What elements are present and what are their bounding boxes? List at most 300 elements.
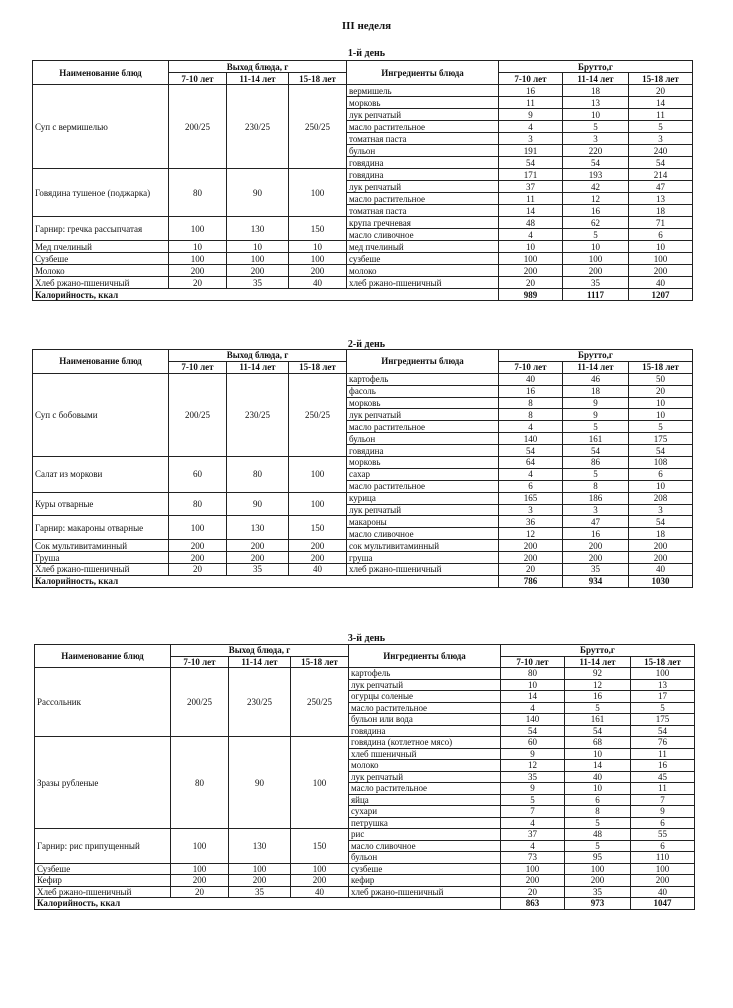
dish-yield: 90 — [227, 169, 289, 217]
ingredient-name: лук репчатый — [349, 679, 501, 691]
dish-name: Молоко — [33, 265, 169, 277]
table-row — [33, 265, 693, 277]
ingredient-brutto: 7 — [501, 806, 565, 818]
dish-yield: 100 — [289, 457, 347, 493]
table-row — [33, 564, 693, 576]
ingredient-name: лук репчатый — [347, 181, 499, 193]
dish-yield: 40 — [289, 564, 347, 576]
ingredient-brutto: 10 — [563, 241, 629, 253]
ingredient-brutto: 16 — [565, 691, 631, 703]
ingredient-brutto: 40 — [631, 886, 695, 898]
dish-yield: 200/25 — [169, 373, 227, 456]
ingredient-brutto: 161 — [565, 714, 631, 726]
ingredient-brutto: 200 — [629, 552, 693, 564]
ingredient-brutto: 110 — [631, 852, 695, 864]
ingredient-brutto: 100 — [565, 863, 631, 875]
ingredient-brutto: 10 — [629, 480, 693, 492]
day-title: 3-й день — [347, 633, 386, 644]
ingredient-brutto: 10 — [563, 109, 629, 121]
ingredient-brutto: 200 — [499, 540, 563, 552]
ingredient-brutto: 10 — [629, 397, 693, 409]
ingredient-name: томатная паста — [347, 133, 499, 145]
ingredient-brutto: 100 — [501, 863, 565, 875]
dish-yield: 80 — [169, 169, 227, 217]
ingredient-name: сок мультивитаминный — [347, 540, 499, 552]
dish-yield: 100 — [169, 217, 227, 241]
ingredient-brutto: 95 — [565, 852, 631, 864]
ingredient-brutto: 9 — [631, 806, 695, 818]
dish-yield: 100 — [291, 737, 349, 829]
dish-yield: 200 — [227, 540, 289, 552]
dish-yield: 100 — [291, 863, 349, 875]
ingredient-name: крупа гречневая — [347, 217, 499, 229]
ingredient-name: мед пчелиный — [347, 241, 499, 253]
dish-yield: 230/25 — [227, 85, 289, 169]
table-row — [33, 552, 693, 564]
ingredient-brutto: 50 — [629, 373, 693, 385]
dish-yield: 200 — [289, 540, 347, 552]
ingredient-name: бульон — [349, 852, 501, 864]
ingredient-brutto: 200 — [499, 265, 563, 277]
dish-yield: 200 — [169, 552, 227, 564]
ingredient-brutto: 54 — [563, 157, 629, 169]
ingredient-brutto: 200 — [563, 265, 629, 277]
dish-yield: 35 — [227, 277, 289, 289]
ingredient-brutto: 175 — [631, 714, 695, 726]
dish-name: Говядина тушеное (поджарка) — [33, 169, 169, 217]
ingredient-brutto: 6 — [499, 480, 563, 492]
ingredient-name: молоко — [347, 265, 499, 277]
dish-yield: 200 — [291, 875, 349, 887]
menu-table-day-3 — [34, 644, 695, 910]
ingredient-brutto: 20 — [499, 564, 563, 576]
table-row — [33, 492, 693, 504]
table-row — [33, 457, 693, 469]
ingredient-brutto: 13 — [629, 193, 693, 205]
ingredient-brutto: 37 — [499, 181, 563, 193]
table-row — [35, 886, 695, 898]
ingredient-brutto: 13 — [631, 679, 695, 691]
ingredient-name: масло растительное — [347, 121, 499, 133]
ingredient-brutto: 11 — [629, 109, 693, 121]
table-row — [35, 829, 695, 841]
calorie-row — [33, 575, 693, 587]
age-group-header: 7-10 лет — [169, 73, 227, 85]
ingredient-brutto: 6 — [631, 840, 695, 852]
ingredient-brutto: 14 — [629, 97, 693, 109]
ingredient-name: масло растительное — [349, 783, 501, 795]
ingredient-brutto: 9 — [501, 748, 565, 760]
ingredient-brutto: 35 — [563, 277, 629, 289]
ingredient-brutto: 10 — [565, 783, 631, 795]
dish-yield: 150 — [289, 217, 347, 241]
ingredient-name: говядина — [349, 725, 501, 737]
ingredient-brutto: 161 — [563, 433, 629, 445]
ingredient-brutto: 54 — [499, 445, 563, 457]
ingredient-name: курица — [347, 492, 499, 504]
dish-yield: 80 — [171, 737, 229, 829]
table-row — [35, 875, 695, 887]
calorie-value: 973 — [565, 898, 631, 910]
ingredient-name: лук репчатый — [347, 409, 499, 421]
age-group-header: 15-18 лет — [291, 656, 349, 668]
ingredient-name: говядина — [347, 169, 499, 181]
header-row — [35, 645, 695, 657]
dish-yield: 150 — [289, 516, 347, 540]
ingredient-brutto: 6 — [631, 817, 695, 829]
dish-yield: 20 — [169, 564, 227, 576]
dish-yield: 60 — [169, 457, 227, 493]
dish-yield: 100 — [227, 253, 289, 265]
ingredient-brutto: 140 — [499, 433, 563, 445]
ingredient-brutto: 11 — [631, 748, 695, 760]
ingredient-brutto: 220 — [563, 145, 629, 157]
ingredient-name: картофель — [347, 373, 499, 385]
ingredient-brutto: 3 — [499, 133, 563, 145]
dish-name: Рассольник — [35, 668, 171, 737]
ingredients-header: Ингредиенты блюда — [347, 350, 499, 374]
ingredient-brutto: 200 — [563, 552, 629, 564]
ingredient-brutto: 80 — [501, 668, 565, 680]
ingredient-brutto: 92 — [565, 668, 631, 680]
ingredient-brutto: 5 — [565, 840, 631, 852]
ingredient-brutto: 4 — [499, 468, 563, 480]
yield-header: Выход блюда, г — [169, 350, 347, 362]
dish-name: Гарнир: макароны отварные — [33, 516, 169, 540]
ingredient-brutto: 8 — [499, 397, 563, 409]
ingredient-brutto: 100 — [631, 668, 695, 680]
ingredient-brutto: 40 — [499, 373, 563, 385]
ingredient-brutto: 76 — [631, 737, 695, 749]
dish-yield: 80 — [169, 492, 227, 516]
ingredient-name: говядина — [347, 445, 499, 457]
ingredient-brutto: 3 — [563, 504, 629, 516]
calorie-value: 989 — [499, 289, 563, 301]
header-row — [33, 61, 693, 73]
ingredient-brutto: 86 — [563, 457, 629, 469]
ingredient-brutto: 3 — [499, 504, 563, 516]
dish-yield: 100 — [169, 253, 227, 265]
ingredient-brutto: 100 — [629, 253, 693, 265]
calorie-value: 1117 — [563, 289, 629, 301]
ingredient-name: масло сливочное — [347, 528, 499, 540]
ingredient-brutto: 54 — [629, 516, 693, 528]
ingredient-name: хлеб ржано-пшеничный — [349, 886, 501, 898]
table-row — [33, 516, 693, 528]
ingredient-brutto: 5 — [563, 121, 629, 133]
ingredient-name: хлеб пшеничный — [349, 748, 501, 760]
ingredient-name: масло растительное — [349, 702, 501, 714]
ingredient-brutto: 18 — [563, 85, 629, 97]
ingredient-brutto: 200 — [563, 540, 629, 552]
ingredient-brutto: 35 — [563, 564, 629, 576]
dish-yield: 230/25 — [227, 373, 289, 456]
dish-yield: 100 — [171, 863, 229, 875]
ingredient-brutto: 48 — [565, 829, 631, 841]
ingredient-name: лук репчатый — [347, 109, 499, 121]
age-group-header: 15-18 лет — [289, 73, 347, 85]
ingredient-brutto: 18 — [629, 205, 693, 217]
dish-yield: 100 — [289, 492, 347, 516]
ingredient-brutto: 54 — [629, 445, 693, 457]
ingredient-brutto: 11 — [631, 783, 695, 795]
ingredient-brutto: 10 — [501, 679, 565, 691]
ingredient-brutto: 3 — [629, 504, 693, 516]
ingredient-brutto: 68 — [565, 737, 631, 749]
dish-yield: 10 — [289, 241, 347, 253]
ingredient-name: кефир — [349, 875, 501, 887]
dish-yield: 35 — [229, 886, 291, 898]
table-row — [35, 668, 695, 680]
dish-yield: 200 — [229, 875, 291, 887]
ingredient-brutto: 12 — [499, 528, 563, 540]
dish-yield: 200/25 — [171, 668, 229, 737]
dish-yield: 150 — [291, 829, 349, 864]
ingredient-brutto: 6 — [629, 468, 693, 480]
ingredient-brutto: 18 — [629, 528, 693, 540]
dish-yield: 100 — [169, 516, 227, 540]
dish-yield: 200/25 — [169, 85, 227, 169]
table-row — [33, 540, 693, 552]
ingredient-brutto: 47 — [563, 516, 629, 528]
ingredient-brutto: 64 — [499, 457, 563, 469]
ingredient-name: лук репчатый — [349, 771, 501, 783]
ingredient-name: сузбеше — [349, 863, 501, 875]
ingredient-brutto: 9 — [501, 783, 565, 795]
dish-name: Гарнир: рис припущенный — [35, 829, 171, 864]
ingredient-brutto: 175 — [629, 433, 693, 445]
dish-name: Груша — [33, 552, 169, 564]
ingredient-brutto: 5 — [563, 421, 629, 433]
age-group-header: 7-10 лет — [499, 73, 563, 85]
dish-yield: 100 — [229, 863, 291, 875]
dish-name: Сузбеше — [33, 253, 169, 265]
ingredient-brutto: 9 — [563, 409, 629, 421]
ingredient-brutto: 54 — [631, 725, 695, 737]
ingredient-brutto: 108 — [629, 457, 693, 469]
ingredient-name: груша — [347, 552, 499, 564]
age-group-header: 11-14 лет — [227, 73, 289, 85]
ingredient-brutto: 5 — [631, 702, 695, 714]
ingredient-name: морковь — [347, 97, 499, 109]
brutto-header: Брутто,г — [499, 61, 693, 73]
ingredient-brutto: 16 — [563, 528, 629, 540]
ingredient-brutto: 8 — [499, 409, 563, 421]
ingredient-brutto: 55 — [631, 829, 695, 841]
ingredient-brutto: 140 — [501, 714, 565, 726]
ingredient-brutto: 11 — [499, 97, 563, 109]
ingredient-brutto: 54 — [565, 725, 631, 737]
ingredient-brutto: 20 — [629, 85, 693, 97]
ingredient-name: яйца — [349, 794, 501, 806]
dish-yield: 90 — [229, 737, 291, 829]
ingredient-brutto: 9 — [563, 397, 629, 409]
ingredient-brutto: 4 — [501, 817, 565, 829]
calorie-label: Калорийность, ккал — [33, 289, 499, 301]
ingredient-brutto: 5 — [565, 817, 631, 829]
header-row — [33, 350, 693, 362]
ingredient-brutto: 16 — [499, 385, 563, 397]
ingredient-brutto: 9 — [499, 109, 563, 121]
table-row — [33, 217, 693, 229]
table-row — [33, 169, 693, 181]
dish-name-header: Наименование блюд — [33, 350, 169, 374]
ingredient-brutto: 48 — [499, 217, 563, 229]
dish-name: Суп с вермишелью — [33, 85, 169, 169]
ingredient-name: молоко — [349, 760, 501, 772]
dish-yield: 100 — [289, 169, 347, 217]
ingredient-brutto: 6 — [565, 794, 631, 806]
ingredient-name: морковь — [347, 397, 499, 409]
ingredient-brutto: 200 — [629, 540, 693, 552]
dish-yield: 10 — [169, 241, 227, 253]
dish-yield: 130 — [227, 217, 289, 241]
age-group-header: 7-10 лет — [171, 656, 229, 668]
dish-yield: 230/25 — [229, 668, 291, 737]
ingredient-name: сузбеше — [347, 253, 499, 265]
dish-name: Куры отварные — [33, 492, 169, 516]
brutto-header: Брутто,г — [499, 350, 693, 362]
ingredient-brutto: 191 — [499, 145, 563, 157]
age-group-header: 11-14 лет — [563, 73, 629, 85]
ingredient-brutto: 7 — [631, 794, 695, 806]
age-group-header: 11-14 лет — [563, 361, 629, 373]
ingredient-brutto: 4 — [501, 702, 565, 714]
ingredient-brutto: 3 — [629, 133, 693, 145]
ingredient-name: морковь — [347, 457, 499, 469]
dish-name: Хлеб ржано-пшеничный — [35, 886, 171, 898]
dish-name: Суп с бобовыми — [33, 373, 169, 456]
ingredient-name: бульон или вода — [349, 714, 501, 726]
ingredients-header: Ингредиенты блюда — [349, 645, 501, 668]
ingredient-brutto: 10 — [499, 241, 563, 253]
ingredient-brutto: 14 — [501, 691, 565, 703]
ingredient-name: лук репчатый — [347, 504, 499, 516]
ingredient-brutto: 62 — [563, 217, 629, 229]
ingredient-brutto: 40 — [629, 564, 693, 576]
ingredient-brutto: 12 — [565, 679, 631, 691]
calorie-value: 1047 — [631, 898, 695, 910]
age-group-header: 7-10 лет — [501, 656, 565, 668]
dish-yield: 200 — [171, 875, 229, 887]
dish-yield: 80 — [227, 457, 289, 493]
ingredient-brutto: 10 — [629, 241, 693, 253]
day-title: 2-й день — [347, 339, 386, 350]
ingredient-brutto: 165 — [499, 492, 563, 504]
age-group-header: 15-18 лет — [629, 361, 693, 373]
ingredient-brutto: 42 — [563, 181, 629, 193]
dish-yield: 200 — [289, 265, 347, 277]
ingredient-brutto: 5 — [629, 121, 693, 133]
dish-name: Хлеб ржано-пшеничный — [33, 277, 169, 289]
dish-name: Салат из моркови — [33, 457, 169, 493]
ingredient-brutto: 200 — [499, 552, 563, 564]
ingredient-brutto: 16 — [499, 85, 563, 97]
ingredient-brutto: 100 — [631, 863, 695, 875]
age-group-header: 7-10 лет — [499, 361, 563, 373]
ingredient-brutto: 36 — [499, 516, 563, 528]
ingredient-brutto: 40 — [629, 277, 693, 289]
ingredient-brutto: 14 — [499, 205, 563, 217]
calorie-row — [33, 289, 693, 301]
ingredient-brutto: 100 — [563, 253, 629, 265]
ingredient-name: масло растительное — [347, 193, 499, 205]
ingredient-name: сухари — [349, 806, 501, 818]
dish-yield: 200 — [289, 552, 347, 564]
ingredient-brutto: 5 — [501, 794, 565, 806]
ingredient-name: сахар — [347, 468, 499, 480]
ingredient-brutto: 214 — [629, 169, 693, 181]
ingredient-name: говядина (котлетное мясо) — [349, 737, 501, 749]
calorie-value: 863 — [501, 898, 565, 910]
ingredient-brutto: 171 — [499, 169, 563, 181]
ingredient-name: хлеб ржано-пшеничный — [347, 564, 499, 576]
calorie-value: 934 — [563, 575, 629, 587]
ingredient-brutto: 35 — [565, 886, 631, 898]
ingredient-name: вермишель — [347, 85, 499, 97]
dish-name: Гарнир: гречка рассыпчатая — [33, 217, 169, 241]
dish-yield: 200 — [169, 265, 227, 277]
dish-yield: 200 — [227, 552, 289, 564]
ingredient-name: говядина — [347, 157, 499, 169]
ingredient-name: петрушка — [349, 817, 501, 829]
dish-yield: 200 — [169, 540, 227, 552]
ingredient-brutto: 240 — [629, 145, 693, 157]
ingredient-brutto: 200 — [629, 265, 693, 277]
ingredient-brutto: 200 — [501, 875, 565, 887]
ingredient-brutto: 54 — [501, 725, 565, 737]
dish-yield: 20 — [171, 886, 229, 898]
ingredient-name: масло растительное — [347, 421, 499, 433]
dish-name: Кефир — [35, 875, 171, 887]
ingredient-brutto: 5 — [565, 702, 631, 714]
ingredient-brutto: 35 — [501, 771, 565, 783]
ingredient-name: хлеб ржано-пшеничный — [347, 277, 499, 289]
ingredient-brutto: 5 — [563, 229, 629, 241]
ingredient-brutto: 12 — [563, 193, 629, 205]
ingredient-name: масло сливочное — [349, 840, 501, 852]
table-row — [33, 373, 693, 385]
ingredient-brutto: 193 — [563, 169, 629, 181]
table-row — [33, 241, 693, 253]
ingredient-brutto: 54 — [563, 445, 629, 457]
calorie-value: 1030 — [629, 575, 693, 587]
dish-yield: 100 — [171, 829, 229, 864]
table-row — [33, 277, 693, 289]
dish-name: Мед пчелиный — [33, 241, 169, 253]
ingredient-brutto: 16 — [631, 760, 695, 772]
ingredient-brutto: 100 — [499, 253, 563, 265]
ingredient-brutto: 4 — [499, 421, 563, 433]
ingredient-brutto: 200 — [631, 875, 695, 887]
ingredient-brutto: 47 — [629, 181, 693, 193]
ingredient-name: бульон — [347, 145, 499, 157]
dish-name: Сузбеше — [35, 863, 171, 875]
dish-yield: 250/25 — [291, 668, 349, 737]
yield-header: Выход блюда, г — [169, 61, 347, 73]
calorie-value: 1207 — [629, 289, 693, 301]
dish-yield: 40 — [291, 886, 349, 898]
calorie-value: 786 — [499, 575, 563, 587]
ingredient-name: масло сливочное — [347, 229, 499, 241]
ingredient-brutto: 14 — [565, 760, 631, 772]
table-row — [33, 85, 693, 97]
ingredient-brutto: 3 — [563, 133, 629, 145]
ingredient-brutto: 6 — [629, 229, 693, 241]
dish-yield: 35 — [227, 564, 289, 576]
ingredient-brutto: 20 — [499, 277, 563, 289]
ingredient-brutto: 186 — [563, 492, 629, 504]
